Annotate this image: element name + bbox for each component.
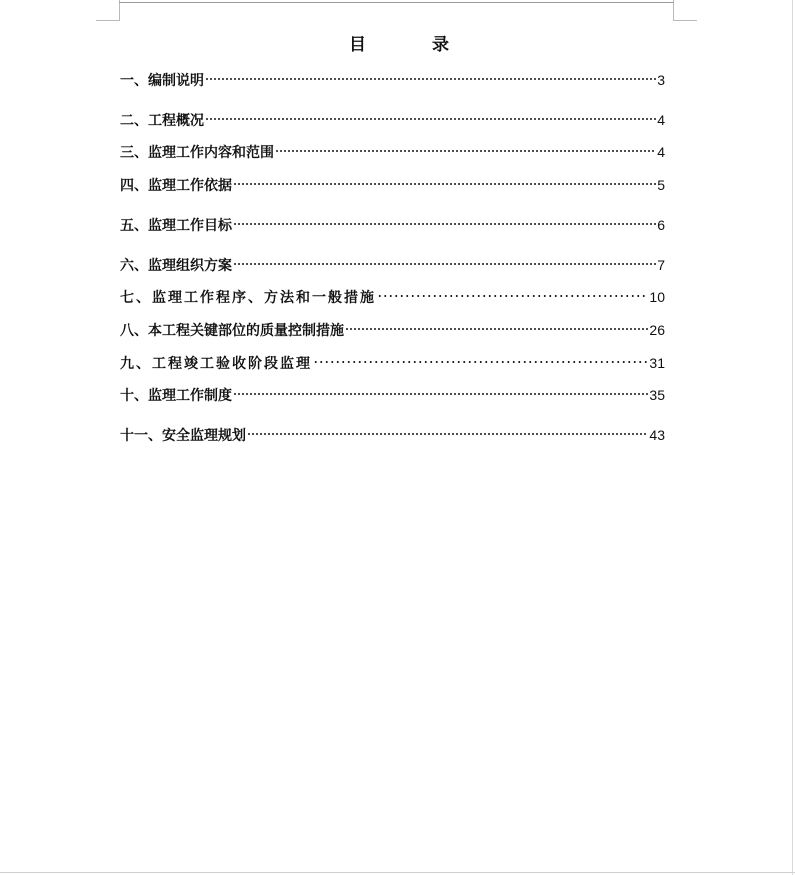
- toc-entry-title: 一、编制说明: [120, 73, 204, 89]
- toc-entry-title: 八、本工程关键部位的质量控制措施: [120, 323, 344, 339]
- toc-entry[interactable]: [120, 385, 665, 405]
- toc-entry[interactable]: [120, 215, 665, 235]
- toc-entry[interactable]: [120, 255, 665, 275]
- toc-entry-title: 二、工程概况: [120, 113, 204, 129]
- dot-leader: [233, 221, 656, 227]
- dot-leader: [275, 148, 656, 154]
- toc-entry[interactable]: [120, 175, 665, 195]
- dot-leader: [233, 181, 656, 187]
- dot-leader: [377, 293, 648, 299]
- toc-entry-page: 10: [649, 289, 665, 305]
- toc-entry-page: 26: [649, 322, 665, 338]
- toc-entry-title: 十、监理工作制度: [120, 388, 232, 404]
- toc-entry[interactable]: [120, 110, 665, 130]
- toc-entry-page: 35: [649, 387, 665, 403]
- toc-entry-page: 5: [657, 177, 665, 193]
- toc-entry[interactable]: [120, 70, 665, 90]
- crop-mark-top-left: [96, 20, 120, 21]
- toc-title: 目 录: [349, 35, 479, 55]
- dot-leader: [205, 76, 656, 82]
- dot-leader: [313, 359, 648, 365]
- toc-entry[interactable]: [120, 320, 665, 340]
- dot-leader: [247, 431, 648, 437]
- toc-entry-title: 七、监理工作程序、方法和一般措施: [120, 290, 376, 306]
- toc-entry-page: 3: [657, 72, 665, 88]
- toc-entry-page: 43: [649, 427, 665, 443]
- toc-entry-page: 4: [657, 112, 665, 128]
- toc-entry-title: 三、监理工作内容和范围: [120, 145, 274, 161]
- toc-entry-title: 五、监理工作目标: [120, 218, 232, 234]
- toc-entry-page: 31: [649, 355, 665, 371]
- toc-entry[interactable]: [120, 287, 665, 307]
- dot-leader: [233, 391, 648, 397]
- page-top-edge: [119, 2, 674, 3]
- dot-leader: [233, 261, 656, 267]
- toc-entry-title: 四、监理工作依据: [120, 178, 232, 194]
- toc-entry[interactable]: [120, 353, 665, 373]
- crop-mark-top-right: [673, 20, 697, 21]
- toc-entry-page: 4: [657, 144, 665, 160]
- page-right-edge: [792, 0, 793, 875]
- toc-entry-page: 7: [657, 257, 665, 273]
- toc-entry-title: 九、工程竣工验收阶段监理: [120, 356, 312, 372]
- toc-entry[interactable]: [120, 142, 665, 162]
- crop-mark-top-left: [119, 0, 120, 20]
- dot-leader: [205, 116, 656, 122]
- toc-entry-title: 十一、安全监理规划: [120, 428, 246, 444]
- dot-leader: [345, 326, 648, 332]
- toc-entry-title: 六、监理组织方案: [120, 258, 232, 274]
- page-bottom-edge: [0, 872, 795, 873]
- crop-mark-top-right: [673, 0, 674, 20]
- toc-entry[interactable]: [120, 425, 665, 445]
- toc-entry-page: 6: [657, 217, 665, 233]
